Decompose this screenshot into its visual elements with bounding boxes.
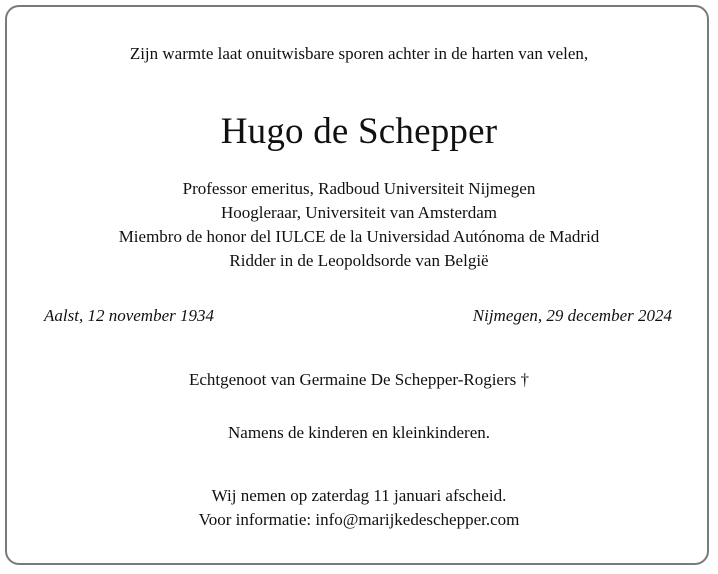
title-line: Ridder in de Leopoldsorde van België	[229, 251, 489, 270]
title-line: Hoogleraar, Universiteit van Amsterdam	[221, 203, 497, 222]
intro-text: Zijn warmte laat onuitwisbare sporen achter in de harten van velen,	[129, 44, 589, 63]
farewell-line: Wij nemen op zaterdag 11 januari afscheid.	[211, 486, 507, 505]
title-line: Professor emeritus, Radboud Universiteit Nijmegen	[182, 179, 536, 198]
death-place-date: Nijmegen, 29 december 2024	[472, 306, 672, 325]
spouse-text: Echtgenoot van Germaine De Schepper-Rogiers †	[188, 370, 530, 389]
titles-block	[0, 177, 718, 273]
title-line: Miembro de honor del IULCE de la Universidad Autónoma de Madrid	[118, 227, 600, 246]
deceased-name: Hugo de Schepper	[220, 111, 498, 152]
farewell-block	[0, 484, 718, 532]
obituary-card	[5, 5, 709, 565]
family-text: Namens de kinderen en kleinkinderen.	[228, 423, 490, 442]
birth-place-date: Aalst, 12 november 1934	[44, 306, 214, 325]
contact-info: Voor informatie: info@marijkedeschepper.com	[198, 510, 520, 529]
